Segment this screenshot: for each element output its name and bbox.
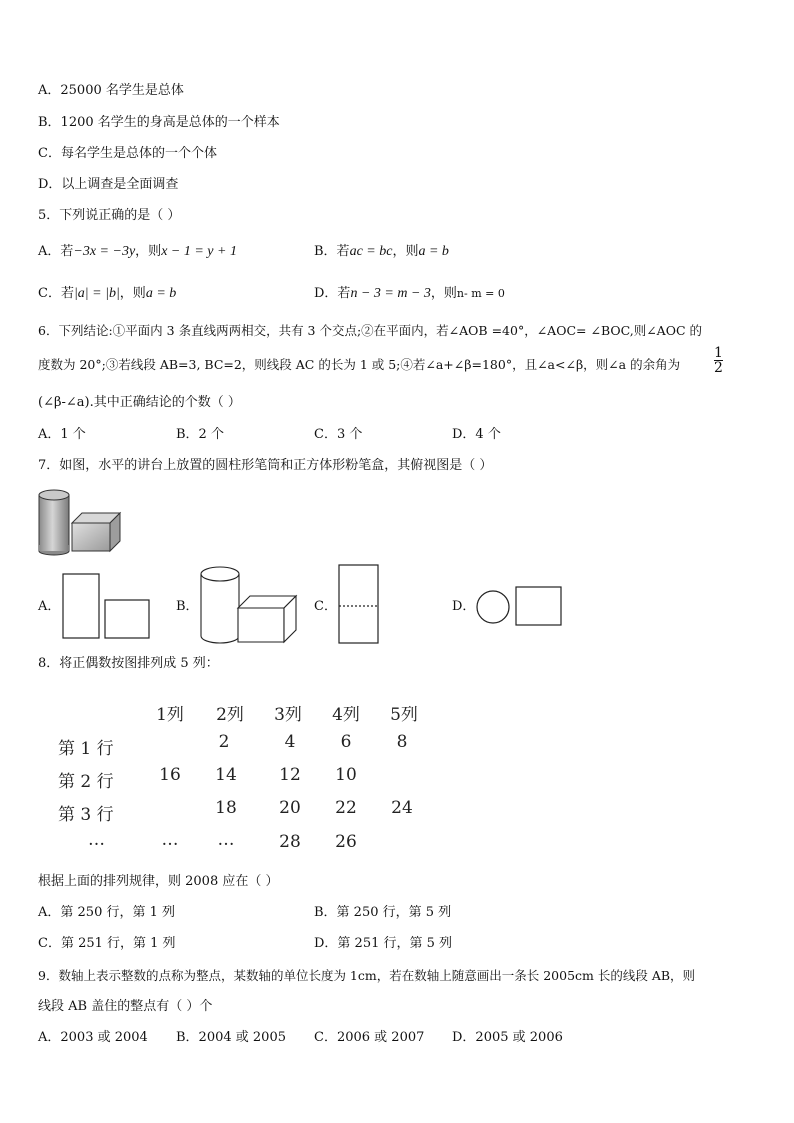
q7-option-b-label: B． bbox=[176, 599, 199, 614]
q5-option-c bbox=[38, 285, 176, 303]
table-cell: 28 bbox=[279, 832, 301, 852]
pen-holder-cylinder bbox=[39, 490, 69, 555]
table-cell: 14 bbox=[215, 765, 237, 785]
table-cell: 24 bbox=[391, 798, 413, 818]
stacked-rectangle bbox=[339, 565, 378, 643]
q9-line2: 线段 AB 盖住的整点有（ ）个 bbox=[38, 999, 213, 1014]
q7-option-a-figure bbox=[62, 573, 152, 641]
table-cell: 12 bbox=[279, 765, 301, 785]
q8-question: 根据上面的排列规律，则 2008 应在（ ） bbox=[38, 874, 279, 889]
table-cell: 20 bbox=[279, 798, 301, 818]
q5-option-a-math2: x − 1 = y + 1 bbox=[161, 244, 237, 259]
q5-option-a bbox=[38, 243, 237, 261]
row-header-1: 第 1 行 bbox=[58, 739, 114, 759]
q6-line3: (∠β-∠a).其中正确结论的个数（ ） bbox=[38, 395, 241, 410]
q7-main-figure bbox=[36, 487, 126, 557]
q7-option-c-label: C． bbox=[314, 599, 337, 614]
table-cell: … bbox=[161, 830, 179, 850]
table-cell: 26 bbox=[335, 832, 357, 852]
table-cell: 8 bbox=[396, 732, 408, 752]
table-cell: … bbox=[217, 830, 235, 850]
q5-option-c-math1: |a| = |b| bbox=[73, 286, 120, 301]
q8-option-b: B．第 250 行，第 5 列 bbox=[314, 905, 452, 920]
table-cell: 2 bbox=[218, 732, 230, 752]
q8-option-c: C．第 251 行，第 1 列 bbox=[38, 936, 176, 951]
q5-option-a-mid: ，则 bbox=[135, 244, 162, 259]
q5-option-c-label: C．若 bbox=[38, 286, 74, 301]
square-shape bbox=[516, 587, 561, 625]
q5-option-b bbox=[314, 243, 449, 261]
q4-option-c: C．每名学生是总体的一个个体 bbox=[38, 146, 217, 161]
q8-option-d: D．第 251 行，第 5 列 bbox=[314, 936, 453, 951]
col-header-3: 3列 bbox=[274, 705, 302, 725]
q7-option-b-figure bbox=[198, 564, 300, 646]
q8-option-a: A．第 250 行，第 1 列 bbox=[38, 905, 176, 920]
col-header-5: 5列 bbox=[390, 705, 418, 725]
q4-option-b: B．1200 名学生的身高是总体的一个样本 bbox=[38, 115, 280, 130]
q7-option-a-label: A． bbox=[38, 599, 61, 614]
q6-option-a: A．1 个 bbox=[38, 427, 86, 442]
q9-option-c: C．2006 或 2007 bbox=[314, 1030, 425, 1045]
q5-option-d bbox=[314, 285, 505, 303]
q6-line2-text: 度数为 20°;③若线段 AB=3, BC=2，则线段 AC 的长为 1 或 5;④若∠a+∠β=180°，且∠a<∠β，则∠a 的余角为 bbox=[38, 357, 681, 372]
circle-shape bbox=[477, 591, 509, 623]
chalk-box-cube bbox=[72, 513, 120, 551]
q6-fraction bbox=[714, 346, 723, 375]
q5-option-d-label: D．若 bbox=[314, 286, 351, 301]
q5-option-c-mid: ，则 bbox=[119, 286, 146, 301]
q9-option-d: D．2005 或 2006 bbox=[452, 1030, 563, 1045]
small-rectangle bbox=[105, 600, 149, 638]
q5-option-b-math1: ac = bc bbox=[349, 244, 393, 259]
q9-option-a: A．2003 或 2004 bbox=[38, 1030, 148, 1045]
q5-option-a-label: A．若 bbox=[38, 244, 74, 259]
cube-outline bbox=[238, 596, 296, 642]
table-cell: 6 bbox=[340, 732, 352, 752]
col-header-2: 2列 bbox=[216, 705, 244, 725]
q5-option-b-label: B．若 bbox=[314, 244, 350, 259]
q5-stem: 5．下列说正确的是（ ） bbox=[38, 208, 181, 223]
col-header-4: 4列 bbox=[332, 705, 360, 725]
table-cell: 4 bbox=[284, 732, 296, 752]
q7-option-d-label: D． bbox=[452, 599, 476, 614]
q5-option-a-math1: −3x = −3y bbox=[73, 244, 136, 259]
row-header-4: … bbox=[88, 830, 105, 850]
q6-line1: 6．下列结论:①平面内 3 条直线两两相交，共有 3 个交点;②在平面内，若∠AOB =40°，∠AOC= ∠BOC,则∠AOC 的 bbox=[38, 323, 702, 338]
q6-option-d: D．4 个 bbox=[452, 427, 501, 442]
q5-option-b-mid: ，则 bbox=[392, 244, 419, 259]
q4-option-a: A．25000 名学生是总体 bbox=[38, 83, 184, 98]
q4-option-d: D．以上调查是全面调查 bbox=[38, 177, 179, 192]
q6-fraction-den: 2 bbox=[714, 360, 723, 376]
cylinder-outline bbox=[201, 567, 239, 643]
table-cell: 10 bbox=[335, 765, 357, 785]
q5-option-c-math2: a = b bbox=[145, 286, 177, 301]
q9-option-b: B．2004 或 2005 bbox=[176, 1030, 286, 1045]
q5-option-d-mid: ，则 bbox=[430, 286, 457, 301]
q7-option-c-figure bbox=[338, 564, 380, 646]
row-header-3: 第 3 行 bbox=[58, 805, 114, 825]
q6-option-b: B．2 个 bbox=[176, 427, 224, 442]
q8-number-table bbox=[58, 694, 438, 854]
q7-option-d-figure bbox=[475, 585, 565, 629]
q8-stem: 8．将正偶数按图排列成 5 列： bbox=[38, 656, 219, 671]
row-header-2: 第 2 行 bbox=[58, 772, 114, 792]
q6-option-c: C．3 个 bbox=[314, 427, 363, 442]
tall-rectangle bbox=[63, 574, 99, 638]
q5-option-d-math1: n − 3 = m − 3 bbox=[350, 286, 431, 301]
q6-line2 bbox=[38, 356, 680, 374]
table-cell: 16 bbox=[159, 765, 181, 785]
q7-stem: 7．如图，水平的讲台上放置的圆柱形笔筒和正方体形粉笔盒，其俯视图是（ ） bbox=[38, 458, 493, 473]
table-cell: 18 bbox=[215, 798, 237, 818]
q6-fraction-num: 1 bbox=[714, 345, 723, 361]
q5-option-d-math2: n- m = 0 bbox=[456, 287, 505, 300]
table-cell: 22 bbox=[335, 798, 357, 818]
col-header-1: 1列 bbox=[156, 705, 184, 725]
q5-option-b-math2: a = b bbox=[418, 244, 449, 259]
q9-line1: 9．数轴上表示整数的点称为整点，某数轴的单位长度为 1cm，若在数轴上随意画出一条长 2005cm 长的线段 AB，则 bbox=[38, 968, 696, 983]
